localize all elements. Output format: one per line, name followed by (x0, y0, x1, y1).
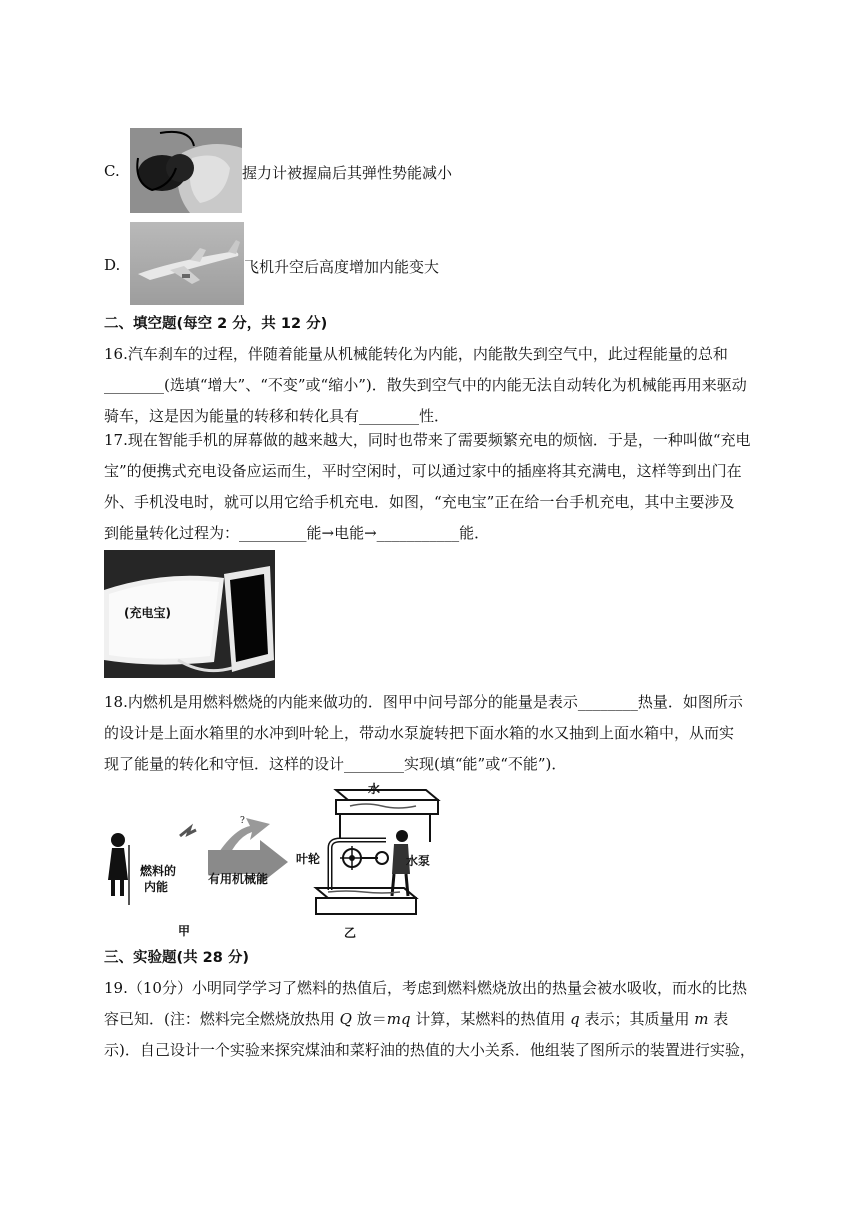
q19-line-3: 示)．自己设计一个实验来探究煤油和菜籽油的热值的大小关系．他组装了图所示的装置进行实验， (104, 1041, 755, 1059)
q17-line-4: 到能量转化过程为：_________能→电能→___________能． (104, 524, 490, 542)
q16-line-3: 骑车，这是因为能量的转移和转化具有________性． (104, 407, 450, 425)
option-d-text: 飞机升空后高度增加内能变大 (244, 258, 440, 276)
option-d-letter: D. (104, 256, 121, 274)
q19-line-2: 容已知．(注：燃料完全燃烧放热用 Q 放＝mq 计算，某燃料的热值用 q 表示；其质量用 m 表 (104, 1010, 729, 1028)
q18-line-3: 现了能量的转化和守恒．这样的设计________实现(填“能”或“不能”)． (104, 755, 567, 773)
powerbank-phone-photo (104, 550, 275, 678)
water-label: 水 (368, 782, 381, 796)
figure-yi-label: 乙 (344, 926, 357, 940)
q19-line-1: 19.（10分）小明同学学习了燃料的热值后，考虑到燃料燃烧放出的热量会被水吸收，而水的比热 (104, 979, 747, 997)
pump-label: 水泵 (406, 854, 431, 868)
fuel-internal-energy-label-2: 内能 (144, 880, 169, 894)
useful-mechanical-energy-label: 有用机械能 (208, 872, 269, 886)
q17-line-2: 宝”的便携式充电设备应运而生，平时空闲时，可以通过家中的插座将其充满电，这样等到出门在 (104, 462, 742, 480)
figure-jia (100, 790, 300, 940)
airplane-photo (130, 222, 244, 305)
impeller-label: 叶轮 (296, 852, 321, 866)
q17-line-3: 外、手机没电时，就可以用它给手机充电．如图，“充电宝”正在给一台手机充电，其中主要涉及 (104, 493, 735, 511)
grip-dynamometer-photo (130, 128, 242, 213)
q17-line-1: 17.现在智能手机的屏幕做的越来越大，同时也带来了需要频繁充电的烦恼．于是，一种叫做“充电 (104, 431, 751, 449)
option-c-letter: C. (104, 162, 120, 180)
fuel-internal-energy-label-1: 燃料的 (140, 864, 177, 878)
q18-line-2: 的设计是上面水箱里的水冲到叶轮上，带动水泵旋转把下面水箱的水又抽到上面水箱中，从而实 (104, 724, 735, 742)
section-3-heading: 三、实验题(共 28 分) (104, 950, 250, 966)
powerbank-label: (充电宝) (124, 606, 171, 620)
q16-line-2: ________(选填“增大”、“不变”或“缩小”)．散失到空气中的内能无法自动转化为机械能再用来驱动 (104, 376, 747, 394)
figure-jia-label: 甲 (178, 924, 191, 938)
section-2-heading: 二、填空题(每空 2 分，共 12 分) (104, 316, 328, 332)
q18-line-1: 18.内燃机是用燃料燃烧的内能来做功的．图甲中问号部分的能量是表示________热量．如图所示 (104, 693, 743, 711)
option-c-text: 握力计被握扁后其弹性势能减小 (242, 164, 453, 182)
q16-line-1: 16.汽车刹车的过程，伴随着能量从机械能转化为内能，内能散失到空气中，此过程能量的总和 (104, 345, 728, 363)
question-mark-label: ? (240, 816, 245, 826)
figure-yi (296, 778, 446, 942)
